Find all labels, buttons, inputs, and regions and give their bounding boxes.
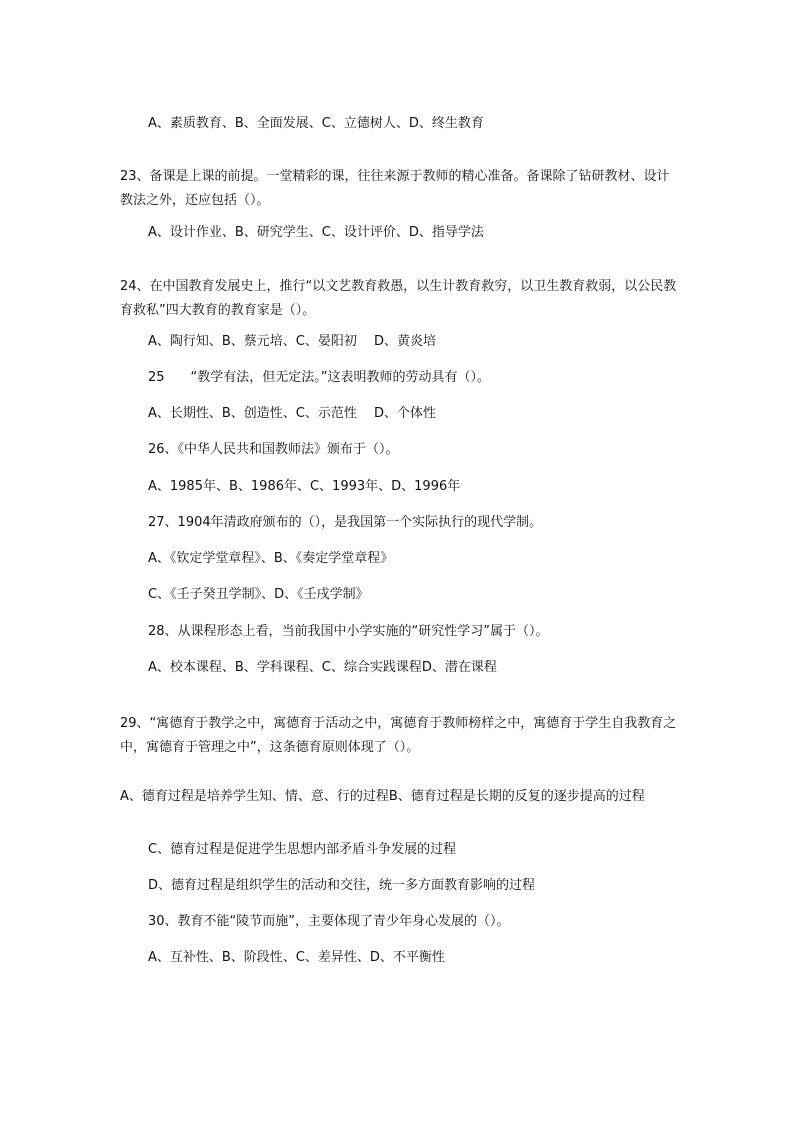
q27-options-cd: C、《壬子癸丑学制》、D、《壬戌学制》 bbox=[148, 587, 369, 602]
q29-question: 29、“寓德育于教学之中，寓德育于活动之中，寓德育于教师榜样之中，寓德育于学生自我教育之中，寓德育于管理之中”，这条德育原则体现了（）。 bbox=[120, 716, 677, 755]
q26-question: 26、《中华人民共和国教师法》颁布于（）。 bbox=[148, 442, 399, 457]
q29-options-ab: A、德育过程是培养学生知、情、意、行的过程B、德育过程是长期的反复的逐步提高的过程 bbox=[120, 789, 645, 804]
q22-options: A、素质教育、B、全面发展、C、立德树人、D、终生教育 bbox=[148, 116, 484, 131]
q23-options: A、设计作业、B、研究学生、C、设计评价、D、指导学法 bbox=[148, 225, 484, 240]
q28-options: A、校本课程、B、学科课程、C、综合实践课程D、潜在课程 bbox=[148, 660, 497, 675]
q24-question: 24、在中国教育发展史上，推行“以文艺教育救愚，以生计教育救穷，以卫生教育救弱，以公民教育救私”四大教育的教育家是（）。 bbox=[120, 279, 677, 318]
q29-option-d: D、德育过程是组织学生的活动和交往，统一多方面教育影响的过程 bbox=[148, 878, 536, 893]
q26-options: A、1985年、B、1986年、C、1993年、D、1996年 bbox=[148, 479, 461, 494]
q25-options: A、长期性、B、创造性、C、示范性 D、个体性 bbox=[148, 406, 437, 421]
q30-question: 30、教育不能“陵节而施”，主要体现了青少年身心发展的（）。 bbox=[148, 914, 510, 929]
q24-options: A、陶行知、B、蔡元培、C、晏阳初 D、黄炎培 bbox=[148, 334, 437, 349]
q29-option-c: C、德育过程是促进学生思想内部矛盾斗争发展的过程 bbox=[148, 842, 457, 857]
q23-question: 23、备课是上课的前提。一堂精彩的课，往往来源于教师的精心准备。备课除了钻研教材、设计教法之外，还应包括（）。 bbox=[120, 169, 670, 208]
q25-question: 25 “教学有法，但无定法。”这表明教师的劳动具有（）。 bbox=[148, 370, 491, 385]
q28-question: 28、从课程形态上看，当前我国中小学实施的“研究性学习”属于（）。 bbox=[148, 624, 549, 639]
q30-options: A、互补性、B、阶段性、C、差异性、D、不平衡性 bbox=[148, 950, 445, 965]
q27-options-ab: A、《钦定学堂章程》、B、《奏定学堂章程》 bbox=[148, 551, 394, 566]
q27-question: 27、1904年清政府颁布的（），是我国第一个实际执行的现代学制。 bbox=[148, 515, 543, 530]
